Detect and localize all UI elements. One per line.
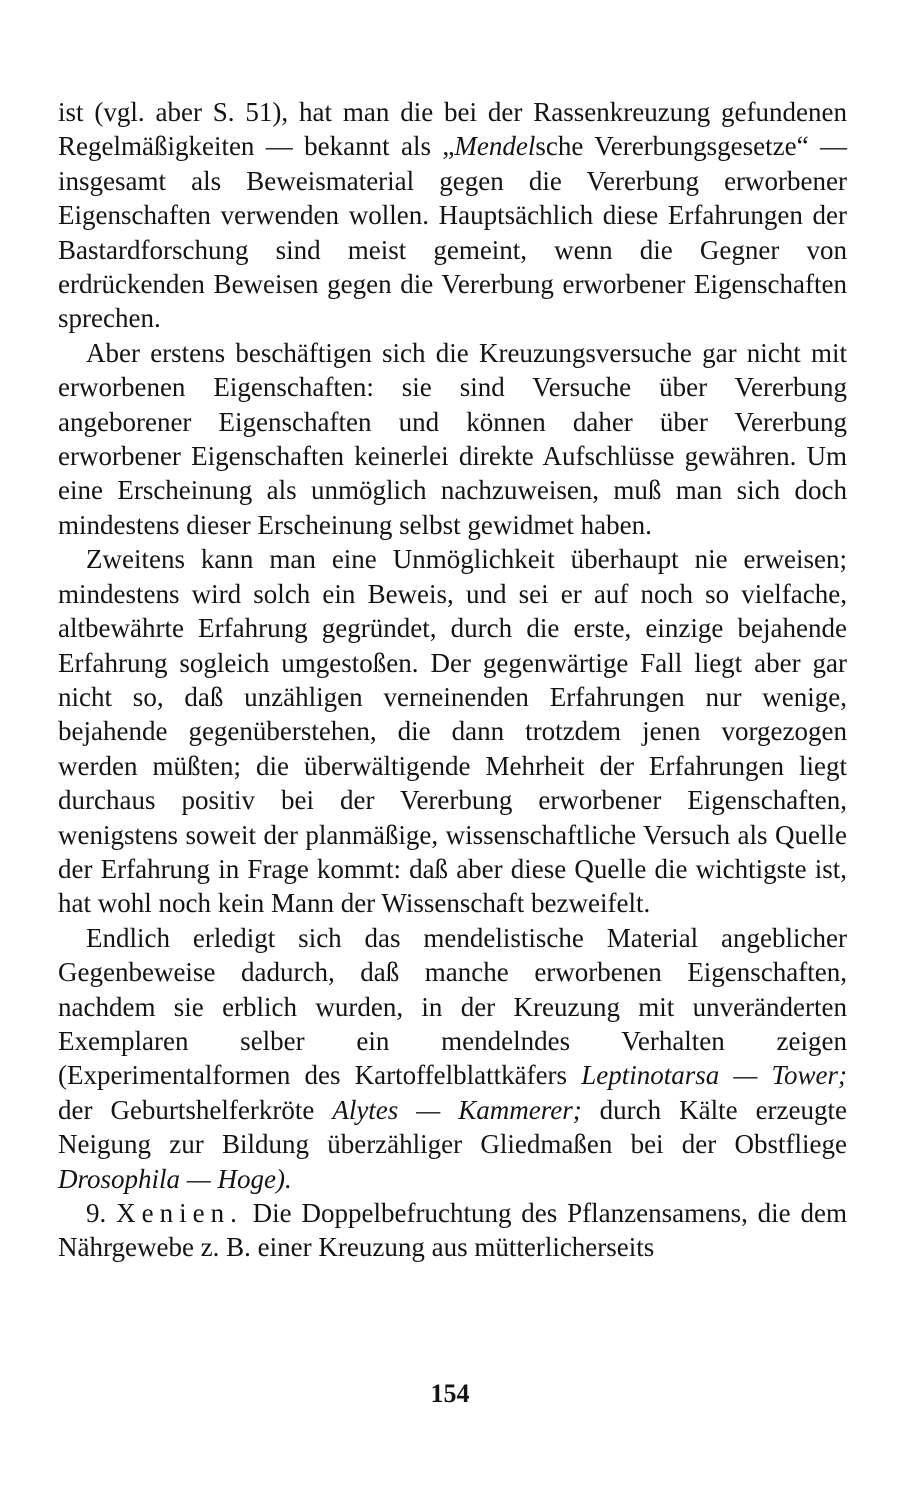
paragraph-3 [58, 542, 847, 920]
paragraph-2 [58, 336, 847, 542]
body-text [58, 95, 847, 1265]
paragraph-4-text-b: der Geburtshelferkröte [58, 1094, 333, 1125]
section-heading-xenien: Xenien. [116, 1198, 243, 1228]
paragraph-3-text: Zweitens kann man eine Unmöglichkeit überhaupt nie erweisen; mindestens wird solch ein Beweis, und sei er auf noch so vielfache, altbewährte Erfahrung gegründet, durch die erste, einzige bejahende Erfahrung sogleich umgestoßen. Der gegenwärtige Fall liegt aber gar nicht so, daß unzähligen verneinenden Erfahrungen nur wenige, bejahende gegenüberstehen, die dann trotzdem jenen vorgezogen werden müßten; die überwältigende Mehrheit der Erfahrungen liegt durchaus positiv bei der Vererbung erworbener Eigenschaften, wenigstens soweit der planmäßige, wissenschaftliche Versuch als Quelle der Erfahrung in Frage kommt: daß aber diese Quelle die wichtigste ist, hat wohl noch kein Mann der Wissenschaft bezweifelt. [58, 544, 847, 919]
paragraph-1 [58, 95, 847, 336]
paragraph-1-italic-mendel: Mendel [454, 131, 536, 162]
paragraph-4-text-c: durch Kälte erzeugte Neigung zur Bildung überzähliger Gliedmaßen bei der Obstfliege [58, 1094, 847, 1160]
paragraph-4-italic-leptinotarsa: Leptinotarsa — Tower; [581, 1060, 847, 1091]
paragraph-4-italic-alytes: Alytes — Kammerer; [332, 1094, 582, 1125]
paragraph-4-text-a: Endlich erledigt sich das mendelistische Material angeblicher Gegenbeweise dadurch, daß manche erworbenen Eigenschaften, nachdem sie erblich wurden, in der Kreuzung mit unveränderten Exemplaren selber ein mendelndes Verhalten zeigen (Experimentalformen des Kartoffelblattkäfers [58, 922, 847, 1091]
paragraph-1-rest: sche Vererbungsgesetze“ — insgesamt als Beweismaterial gegen die Vererbung erworbener Eigenschaften verwenden wollen. Hauptsächlich diese Erfahrungen der Bastardforschung sind meist gemeint, wenn die Gegner von erdrückenden Beweisen gegen die Vererbung erworbener Eigenschaften sprechen. [58, 131, 847, 334]
paragraph-1-text: ist (vgl. aber S. 51), hat man die bei der Rassenkreuzung gefundenen Regelmäßigkeiten — bekannt als „ [58, 97, 847, 162]
paragraph-4-italic-drosophila: Drosophila — Hoge). [58, 1163, 292, 1194]
paragraph-5 [58, 1196, 847, 1265]
page-number: 154 [430, 1379, 470, 1408]
section-number: 9. [86, 1198, 107, 1228]
paragraph-5-text: Die Doppelbefruchtung des Pflanzensamens, die dem Nährgewebe z. B. einer Kreuzung aus mütterlicherseits [58, 1198, 848, 1263]
paragraph-2-text: Aber erstens beschäftigen sich die Kreuzungsversuche gar nicht mit erworbenen Eigenschaften: sie sind Versuche über Vererbung angeborener Eigenschaften und können daher über Vererbung erworbener Eigenschaften keinerlei direkte Aufschlüsse gewähren. Um eine Erscheinung als unmöglich nachzuweisen, muß man sich doch mindestens dieser Erscheinung selbst gewidmet haben. [58, 337, 847, 540]
paragraph-4 [58, 921, 847, 1196]
